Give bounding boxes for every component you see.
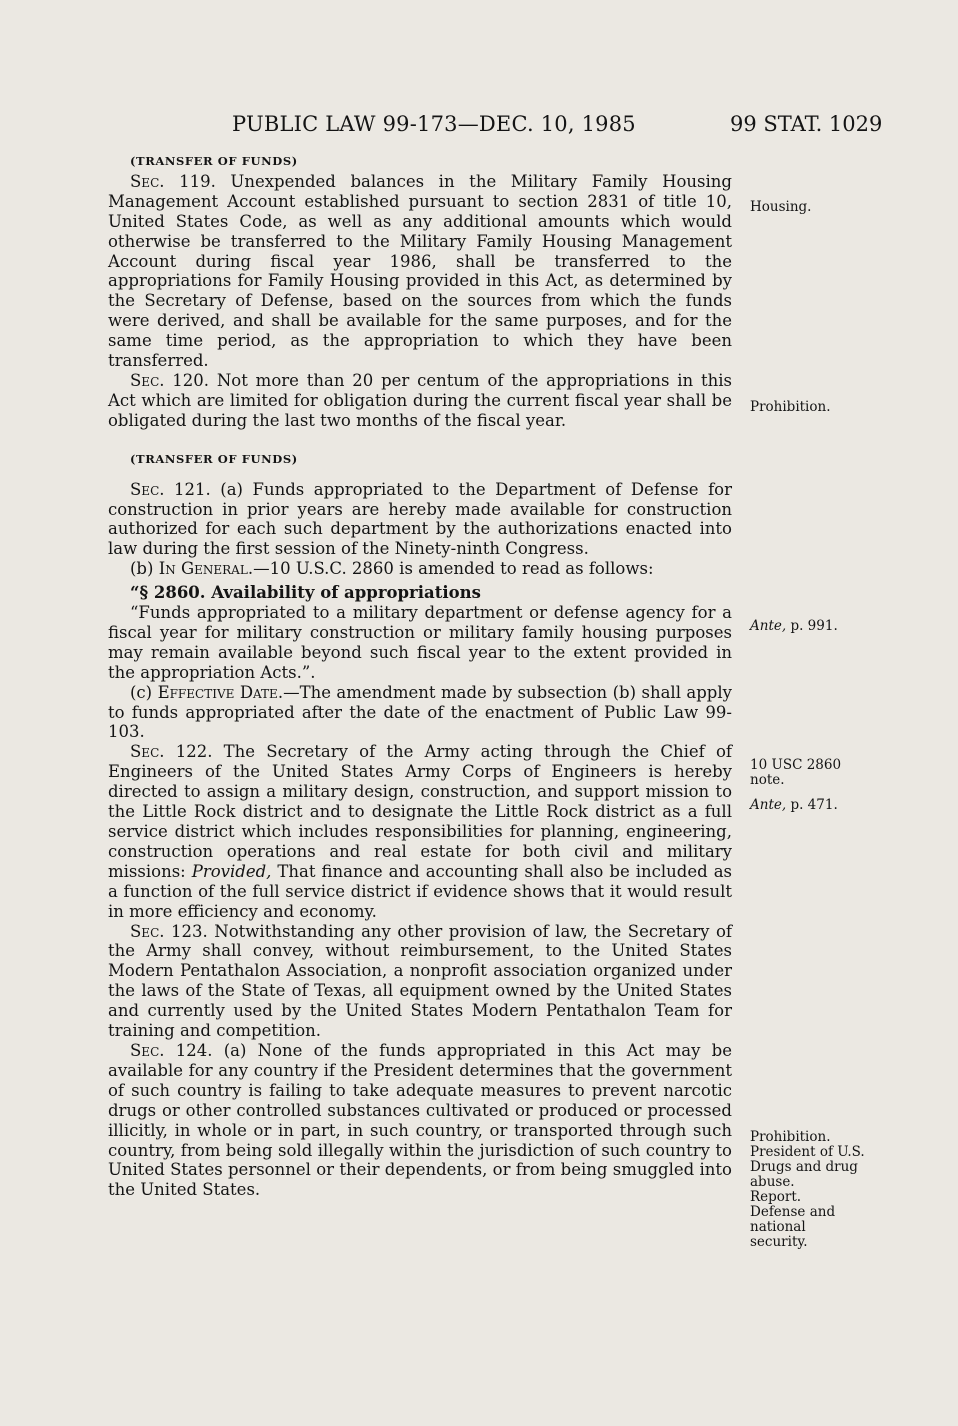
section-label: Sec. 124.: [130, 1040, 213, 1060]
paragraph-text: (a) Funds appropriated to the Department of Defense for construction in prior years are hereby made available for construction authorized for each such department by the authorizations enacted into law during the first session of the Ninety-ninth Congress.: [108, 479, 732, 559]
ante-page: p. 991.: [786, 618, 838, 634]
paragraph-sec-123: [108, 922, 732, 1041]
paragraph-sec-122: [108, 742, 732, 921]
paragraph-sec-119: [108, 172, 732, 371]
running-header-page-number: 99 STAT. 1029: [730, 112, 883, 136]
main-text-column: [108, 152, 732, 1200]
margin-note-line: national: [750, 1219, 806, 1235]
ante-italic: Ante,: [750, 618, 787, 634]
section-heading-transfer-of-funds-1: (TRANSFER OF FUNDS): [130, 154, 298, 168]
margin-note-ante-991: [750, 619, 838, 634]
section-heading-transfer-of-funds-2: (TRANSFER OF FUNDS): [130, 451, 298, 466]
paragraph-text: That finance and accounting shall also be included as a function of the full service district if evidence shows that it would result in more efficiency and economy.: [108, 861, 733, 921]
margin-note-line: abuse.: [750, 1174, 795, 1190]
margin-note-line: President of U.S.: [750, 1144, 865, 1160]
subsection-prefix: (b): [130, 559, 159, 579]
margin-note-housing: Housing.: [750, 199, 812, 215]
subsection-label: Effective Date: [157, 682, 278, 702]
section-label: Sec. 120.: [130, 370, 210, 390]
margin-note-sec-124-group: [750, 1130, 865, 1250]
paragraph-sec-120: [108, 371, 732, 431]
margin-note-prohibition: Prohibition.: [750, 399, 831, 415]
paragraph-text: The Secretary of the Army acting through the Chief of Engineers of the United States Army Corps of Engineers is hereby directed to assign a military design, construction, and support mission to the Little Rock district and to designate the Little Rock district as a full service district which includes responsibilities for planning, engineering, construction operations and real estate for both civil and military missions:: [108, 742, 732, 881]
subsection-prefix: (c): [130, 682, 158, 702]
subsection-label: In General: [158, 559, 248, 579]
paragraph-sec-124: [108, 1041, 732, 1200]
paragraph-text: Not more than 20 per centum of the appropriations in this Act which are limited for obligation during the current fiscal year shall be obligated during the last two months of the fiscal year.: [108, 370, 732, 430]
provided-proviso: Provided,: [191, 861, 272, 881]
margin-note-line: Defense and: [750, 1204, 836, 1220]
usc-note: note.: [750, 772, 785, 788]
paragraph-text: .—10 U.S.C. 2860 is amended to read as follows:: [247, 559, 654, 579]
margin-note-line: security.: [750, 1234, 808, 1250]
running-header-title: PUBLIC LAW 99-173—DEC. 10, 1985: [232, 112, 636, 136]
paragraph-text: .—The amendment made by subsection (b) shall apply to funds appropriated after the date of the enactment of Public Law 99-103.: [108, 682, 732, 742]
code-section-heading: “§ 2860. Availability of appropriations: [130, 583, 481, 603]
paragraph-text: Unexpended balances in the Military Family Housing Management Account established pursuant to section 2831 of title 10, United States Code, as well as any additional amounts which would otherwise be transferred to the Military Family Housing Management Account during fiscal year 1986, shall be transferred to the appropriations for Family Housing provided in this Act, as determined by the Secretary of Defense, based on the sources from which the funds were derived, and shall be available for the same purposes, and for the same time period, as the appropriation to which they have been transferred.: [108, 171, 732, 371]
paragraph-sec-121a: [108, 480, 732, 560]
ante-italic: Ante,: [750, 797, 787, 813]
section-label: Sec. 123.: [130, 921, 208, 941]
margin-note-line: Report.: [750, 1189, 802, 1205]
margin-note-ante-471: [750, 798, 838, 813]
ante-page: p. 471.: [786, 797, 838, 813]
section-label: Sec. 121.: [130, 479, 211, 499]
paragraph-text: Notwithstanding any other provision of law, the Secretary of the Army shall convey, without reimbursement, to the United States Modern Pentathalon Association, a nonprofit association organized under the laws of the State of Texas, all equipment owned by the United States and currently used by the United States Modern Pentathalon Team for training and competition.: [108, 921, 732, 1041]
margin-note-line: Prohibition.: [750, 1129, 831, 1145]
code-section-text: “Funds appropriated to a military department or defense agency for a fiscal year for military construction or military family housing purposes may remain available beyond such fiscal year to the extent provided in the appropriation Acts.”.: [108, 603, 732, 682]
section-label: Sec. 119.: [130, 171, 216, 191]
section-label: Sec. 122.: [130, 742, 213, 762]
usc-citation: 10 USC 2860: [750, 757, 842, 773]
margin-note-line: Drugs and drug: [750, 1159, 858, 1175]
paragraph-sec-121b: [108, 559, 732, 579]
paragraph-text: (a) None of the funds appropriated in this Act may be available for any country if the President determines that the government of such country is failing to take adequate measures to prevent narcotic drugs or other controlled substances cultivated or produced or processed illicitly, in whole or in part, in such country, or transported through such country, from being sold illegally within the jurisdiction of such country to United States personnel or their dependents, or from being smuggled into the United States.: [108, 1040, 733, 1200]
paragraph-sec-121c: [108, 683, 732, 743]
margin-note-usc-2860: [750, 758, 841, 788]
